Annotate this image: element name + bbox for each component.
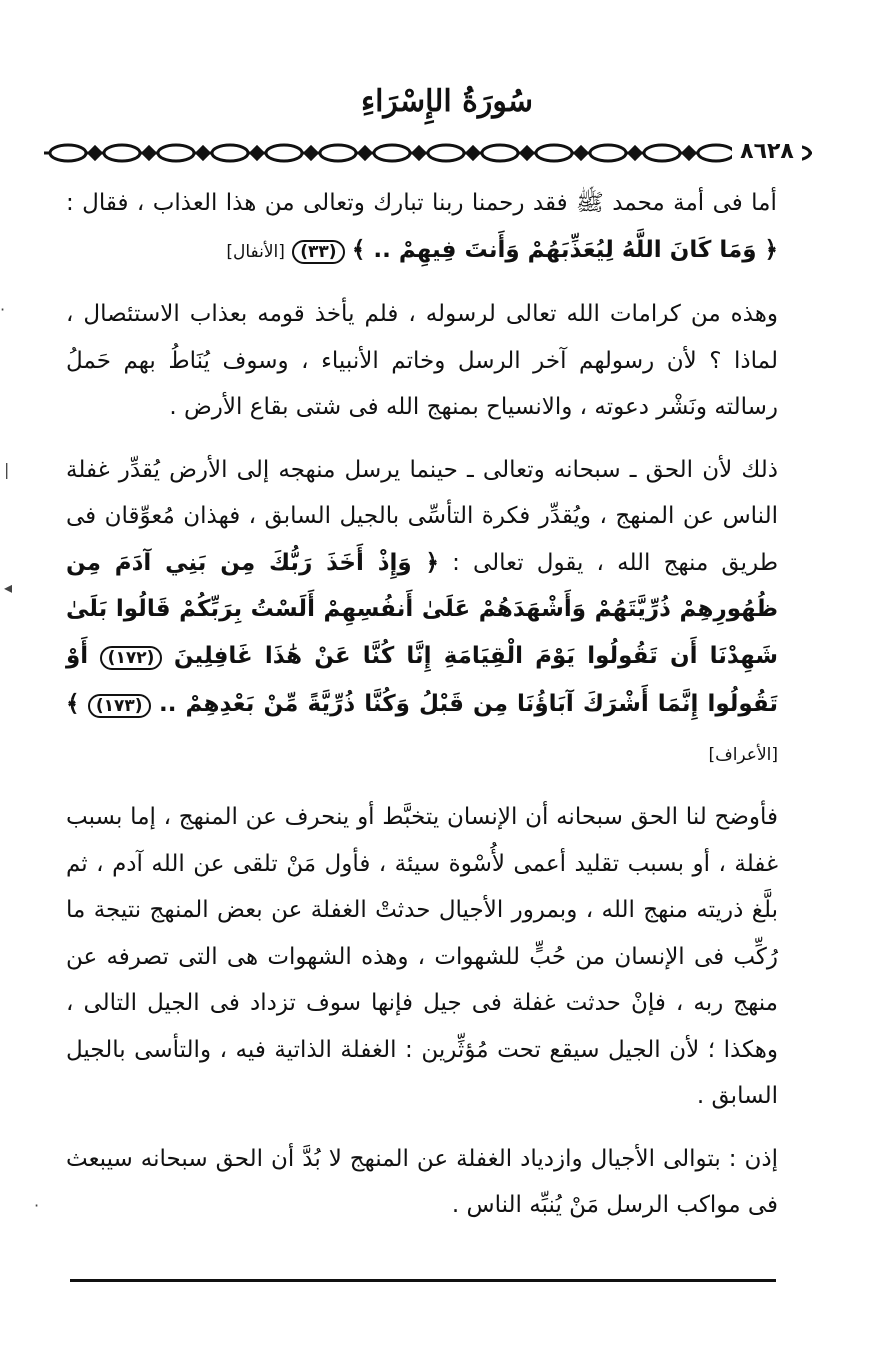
- paragraph-1: [66, 180, 778, 275]
- margin-speck: |: [4, 460, 10, 479]
- ayah-number: (١٧٣): [88, 694, 151, 718]
- main-text: [66, 180, 778, 1245]
- surah-title: سُورَةُ الإِسْرَاءِ: [360, 84, 534, 119]
- border-oval: [374, 145, 410, 161]
- paragraph-5: إذن : بتوالى الأجيال وازدياد الغفلة عن المنهج لا بُدَّ أن الحق سبحانه سيبعث فى مواكب الرسل مَنْ يُنبِّه الناس .: [66, 1145, 778, 1218]
- quran-bracket: ﴾: [66, 691, 80, 717]
- border-oval: [158, 145, 194, 161]
- paragraph-3-text: ذلك لأن الحق ـ سبحانه وتعالى ـ حينما يرسل منهجه إلى الأرض يُقدِّر غفلة الناس عن المنهج ، ويُقدِّر فكرة التأسِّى بالجيل السابق ، فهذان مُعوِّقان فى طريق منهج الله ، يقول تعالى :: [66, 456, 778, 576]
- border-diamond: [467, 147, 479, 159]
- border-diamond: [521, 147, 533, 159]
- paragraph-4: فأوضح لنا الحق سبحانه أن الإنسان يتخبَّط أو ينحرف عن المنهج ، إما بسبب غفلة ، أو بسبب تقليد أعمى لأُسْوة سيئة ، فأول مَنْ تلقى عن الله آدم ، ثم بلَّغ ذريته منهج الله ، وبمرور الأجيال حدثتْ الغفلة عن بعض المنهج نتيجة ما رُكِّب فى الإنسان من حُبٍّ للشهوات ، وهذه الشهوات هى التى تصرفه عن منهج ربه ، فإنْ حدثت غفلة فى جيل فإنها سوف تزداد فى الجيل التالى ، وهكذا ؛ لأن الجيل سيقع تحت مُؤثِّرين : الغفلة الذاتية فيه ، والتأسى بالجيل السابق .: [66, 804, 778, 1109]
- ornamental-border: [44, 140, 812, 166]
- border-diamond: [683, 147, 695, 159]
- surah-reference: [الأنفال]: [226, 241, 285, 262]
- border-oval: [428, 145, 464, 161]
- border-diamond: [413, 147, 425, 159]
- quran-verse: أَوْ تَقُولُوا إِنَّمَا أَشْرَكَ آبَاؤُنَا مِن قَبْلُ وَكُنَّا ذُرِّيَّةً مِّنْ بَعْدِهِمْ ..: [66, 642, 779, 717]
- border-oval: [590, 145, 626, 161]
- border-oval: [644, 145, 680, 161]
- ayah-number: (٣٣): [292, 240, 344, 264]
- quran-verse: ﴿ وَمَا كَانَ اللَّهُ لِيُعَذِّبَهُمْ وَأَنتَ فِيهِمْ .. ﴾: [351, 236, 778, 263]
- border-diamond: [575, 147, 587, 159]
- border-oval: [698, 145, 734, 161]
- border-oval: [320, 145, 356, 161]
- margin-speck: ◂: [4, 578, 13, 597]
- margin-speck: ·: [0, 300, 6, 319]
- border-diamond: [197, 147, 209, 159]
- margin-speck: ·: [34, 1196, 40, 1215]
- ayah-number: (١٧٢): [100, 646, 163, 670]
- border-oval: [266, 145, 302, 161]
- border-diamond: [143, 147, 155, 159]
- border-oval: [536, 145, 572, 161]
- border-diamond: [251, 147, 263, 159]
- surah-reference: [الأعراف]: [708, 744, 778, 765]
- paragraph-1-text: أما فى أمة محمد ﷺ فقد رحمنا ربنا تبارك وتعالى من هذا العذاب ، فقال :: [66, 190, 777, 216]
- paragraph-2: وهذه من كرامات الله تعالى لرسوله ، فلم يأخذ قومه بعذاب الاستئصال ، لماذا ؟ لأن رسولهم آخر الرسل وخاتم الأنبياء ، وسوف يُنَاطُ بهم حَملُ رسالته ونَشْر دعوته ، والانسياح بمنهج الله فى شتى بقاع الأرض .: [66, 301, 778, 420]
- border-diamond: [359, 147, 371, 159]
- quran-verse: ﴿ وَإِذْ أَخَذَ رَبُّكَ مِن بَنِي آدَمَ مِن ظُهُورِهِمْ ذُرِّيَّتَهُمْ وَأَشْهَدَهُمْ عَلَىٰ أَنفُسِهِمْ أَلَسْتُ بِرَبِّكُمْ قَالُوا بَلَىٰ شَهِدْنَا أَن تَقُولُوا يَوْمَ الْقِيَامَةِ إِنَّا كُنَّا عَنْ هَٰذَا غَافِلِينَ: [66, 549, 779, 669]
- paragraph-3: [66, 447, 778, 779]
- border-oval: [212, 145, 248, 161]
- page-number: ٨٦٢٨: [732, 138, 802, 166]
- border-oval: [50, 145, 86, 161]
- footer-rule: [70, 1279, 776, 1282]
- border-oval: [104, 145, 140, 161]
- border-oval: [482, 145, 518, 161]
- border-diamond: [89, 147, 101, 159]
- border-diamond: [305, 147, 317, 159]
- border-diamond: [629, 147, 641, 159]
